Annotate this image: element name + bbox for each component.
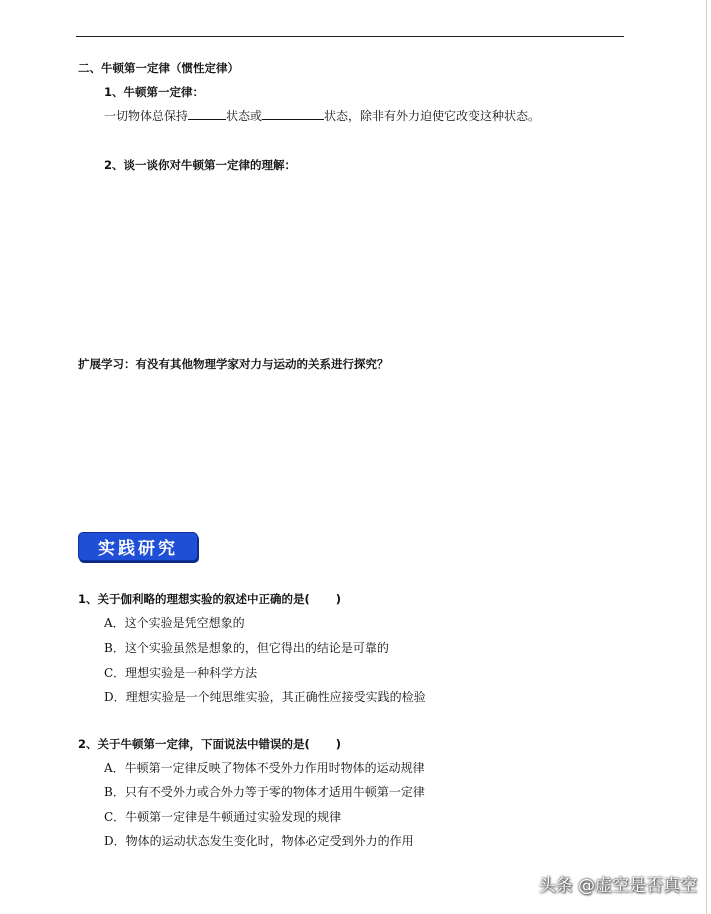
practice-badge: 实践研究: [78, 532, 198, 561]
item2-title: 2、谈一谈你对牛顿第一定律的理解：: [104, 158, 296, 172]
header-rule: [76, 36, 624, 37]
item1-sentence: [104, 108, 540, 124]
q2-option-d: D．物体的运动状态发生变化时，物体必定受到外力的作用: [104, 834, 414, 848]
item1-text-c: 状态，除非有外力迫使它改变这种状态。: [324, 109, 541, 123]
extension-title: 扩展学习：有没有其他物理学家对力与运动的关系进行探究？: [78, 357, 389, 371]
question-2-stem: [78, 736, 341, 752]
question-2-text: 2、关于牛顿第一定律，下面说法中错误的是(: [78, 737, 310, 751]
fill-blank-1[interactable]: [188, 108, 226, 120]
question-1-text: 1、关于伽利略的理想实验的叙述中正确的是(: [78, 592, 310, 606]
question-1-close: ): [335, 592, 342, 606]
q2-option-a: A．牛顿第一定律反映了物体不受外力作用时物体的运动规律: [104, 761, 425, 775]
page-edge: [706, 0, 707, 914]
q1-option-a: A．这个实验是凭空想象的: [104, 616, 245, 630]
question-1-stem: [78, 591, 341, 607]
section-title: 二、牛顿第一定律（惯性定律）: [78, 61, 239, 75]
item1-text-a: 一切物体总保持: [104, 109, 189, 123]
q1-option-c: C．理想实验是一种科学方法: [104, 666, 258, 680]
q1-option-b: B．这个实验虽然是想象的，但它得出的结论是可靠的: [104, 641, 389, 655]
q2-option-b: B．只有不受外力或合外力等于零的物体才适用牛顿第一定律: [104, 785, 425, 799]
question-2-close: ): [335, 737, 342, 751]
item1-text-b: 状态或: [226, 109, 263, 123]
item1-title: 1、牛顿第一定律：: [104, 85, 205, 99]
watermark: 头条 @虚空是否真空: [538, 876, 697, 896]
fill-blank-2[interactable]: [262, 108, 324, 120]
q1-option-d: D．理想实验是一个纯思维实验，其正确性应接受实践的检验: [104, 690, 426, 704]
q2-option-c: C．牛顿第一定律是牛顿通过实验发现的规律: [104, 810, 342, 824]
